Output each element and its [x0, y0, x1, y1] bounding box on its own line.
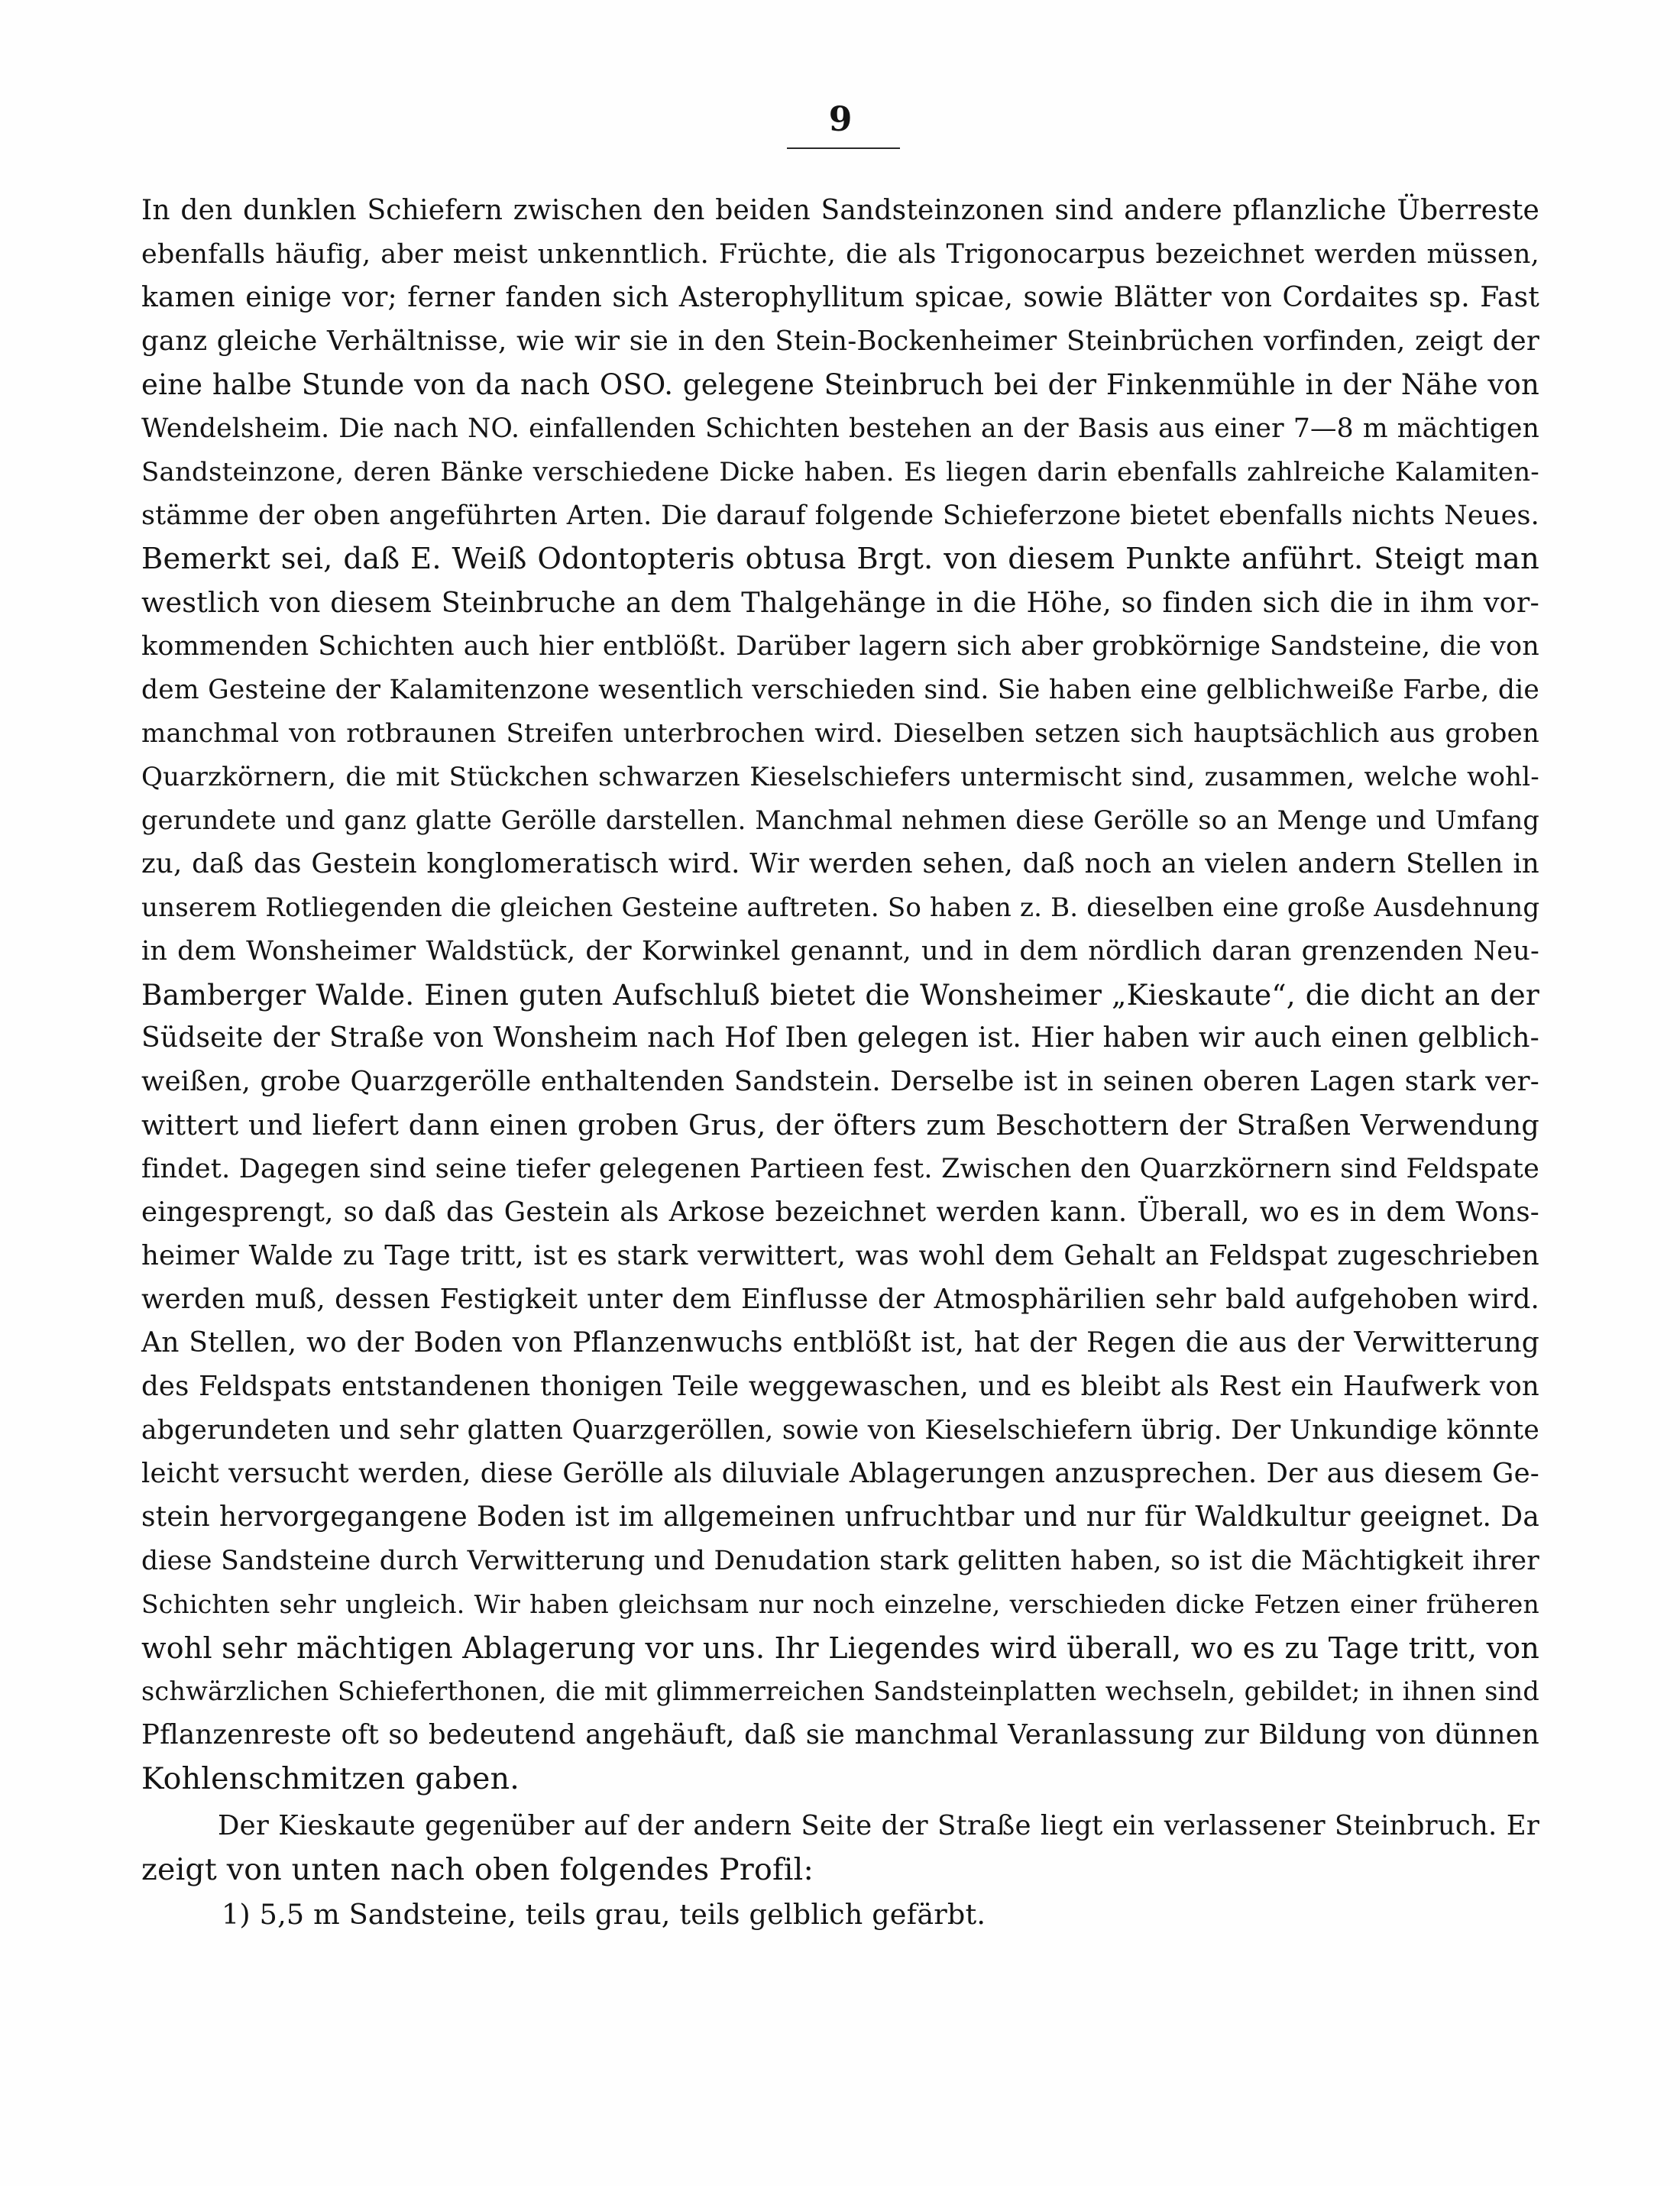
text-line: eingesprengt, so daß das Gestein als Arkose bezeichnet werden kann. Überall, wo es in dem Wons- [141, 1197, 1539, 1228]
text-line: heimer Walde zu Tage tritt, ist es stark verwittert, was wohl dem Gehalt an Feldspat zugeschrieben [141, 1240, 1539, 1271]
text-line: Schichten sehr ungleich. Wir haben gleichsam nur noch einzelne, verschieden dicke Fetzen einer früheren [141, 1589, 1539, 1619]
text-line: manchmal von rotbraunen Streifen unterbrochen wird. Dieselben setzen sich hauptsächlich aus groben [141, 718, 1539, 749]
text-line: wittert und liefert dann einen groben Grus, der öfters zum Beschottern der Straßen Verwendung [141, 1109, 1539, 1142]
page-number: 9 [828, 100, 853, 139]
text-line: Pflanzenreste oft so bedeutend angehäuft, daß sie manchmal Veranlassung zur Bildung von dünnen [141, 1719, 1539, 1750]
text-line: werden muß, dessen Festigkeit unter dem Einflusse der Atmosphärilien sehr bald aufgehoben wird. [141, 1284, 1539, 1315]
text-line: stämme der oben angeführten Arten. Die darauf folgende Schieferzone bietet ebenfalls nichts Neues. [141, 500, 1539, 531]
text-line: westlich von diesem Steinbruche an dem Thalgehänge in die Höhe, so finden sich die in ihm vor- [141, 586, 1539, 619]
text-line: diese Sandsteine durch Verwitterung und Denudation stark gelitten haben, so ist die Mächtigkeit ihrer [141, 1546, 1539, 1576]
text-line: dem Gesteine der Kalamitenzone wesentlich verschieden sind. Sie haben eine gelblichweiße Farbe, die [141, 675, 1539, 705]
text-line: leicht versucht werden, diese Gerölle als diluviale Ablagerungen anzusprechen. Der aus diesem Ge- [141, 1458, 1539, 1489]
text-line: kommenden Schichten auch hier entblößt. Darüber lagern sich aber grobkörnige Sandsteine, die von [141, 631, 1539, 662]
text-line: weißen, grobe Quarzgerölle enthaltenden Sandstein. Derselbe ist in seinen oberen Lagen stark ver- [141, 1066, 1539, 1097]
text-line: Bemerkt sei, daß E. Weiß Odontopteris obtusa Brgt. von diesem Punkte anführt. Steigt man [141, 542, 1539, 576]
text-line: zeigt von unten nach oben folgendes Profil: [141, 1852, 814, 1887]
text-line: abgerundeten und sehr glatten Quarzgeröllen, sowie von Kieselschiefern übrig. Der Unkundige könnte [141, 1415, 1539, 1446]
text-line: In den dunklen Schiefern zwischen den beiden Sandsteinzonen sind andere pflanzliche Überreste [141, 195, 1539, 226]
text-line: An Stellen, wo der Boden von Pflanzenwuchs entblößt ist, hat der Regen die aus der Verwitterung [141, 1327, 1539, 1359]
text-line: schwärzlichen Schieferthonen, die mit glimmerreichen Sandsteinplatten wechseln, gebildet; in ihnen sind [141, 1676, 1539, 1706]
text-line: Sandsteinzone, deren Bänke verschiedene Dicke haben. Es liegen darin ebenfalls zahlreiche Kalamiten- [141, 457, 1539, 487]
text-line: unserem Rotliegenden die gleichen Gesteine auftreten. So haben z. B. dieselben eine große Ausdehnung [141, 892, 1540, 923]
text-line: ebenfalls häufig, aber meist unkenntlich. Früchte, die als Trigonocarpus bezeichnet werden müssen, [141, 239, 1539, 270]
text-line: stein hervorgegangene Boden ist im allgemeinen unfruchtbar und nur für Waldkultur geeignet. Da [141, 1501, 1539, 1533]
text-line: Der Kieskaute gegenüber auf der andern Seite der Straße liegt ein verlassener Steinbruch. Er [218, 1810, 1539, 1841]
text-line: gerundete und ganz glatte Gerölle darstellen. Manchmal nehmen diese Gerölle so an Menge und Umfang [141, 805, 1539, 835]
text-line: wohl sehr mächtigen Ablagerung vor uns. Ihr Liegendes wird überall, wo es zu Tage tritt, von [141, 1631, 1539, 1665]
text-line: ganz gleiche Verhältnisse, wie wir sie in den Stein-Bockenheimer Steinbrüchen vorfinden, zeigt der [141, 325, 1539, 357]
text-line: findet. Dagegen sind seine tiefer gelegenen Partieen fest. Zwischen den Quarzkörnern sind Feldspate [141, 1154, 1539, 1184]
text-line: zu, daß das Gestein konglomeratisch wird. Wir werden sehen, daß noch an vielen andern Stellen in [141, 848, 1539, 879]
text-line: Südseite der Straße von Wonsheim nach Hof Iben gelegen ist. Hier haben wir auch einen gelblich- [141, 1022, 1539, 1054]
text-line: des Feldspats entstandenen thonigen Teile weggewaschen, und es bleibt als Rest ein Haufwerk von [141, 1371, 1539, 1402]
page-number-rule [787, 147, 900, 149]
text-line: in dem Wonsheimer Waldstück, der Korwinkel genannt, und in dem nördlich daran grenzenden Neu- [141, 936, 1539, 967]
text-line: Bamberger Walde. Einen guten Aufschluß bietet die Wonsheimer „Kieskaute“, die dicht an der [141, 978, 1539, 1012]
text-line: eine halbe Stunde von da nach OSO. gelegene Steinbruch bei der Finkenmühle in der Nähe von [141, 368, 1539, 401]
text-line: kamen einige vor; ferner fanden sich Asterophyllitum spicae, sowie Blätter von Cordaites sp. Fast [141, 282, 1539, 313]
text-line: Kohlenschmitzen gaben. [141, 1761, 520, 1796]
text-line: Wendelsheim. Die nach NO. einfallenden Schichten bestehen an der Basis aus einer 7—8 m mächtigen [141, 413, 1539, 444]
list-item: 1) 5,5 m Sandsteine, teils grau, teils gelblich gefärbt. [222, 1898, 986, 1931]
text-line: Quarzkörnern, die mit Stückchen schwarzen Kieselschiefers untermischt sind, zusammen, welche wohl- [141, 762, 1539, 792]
